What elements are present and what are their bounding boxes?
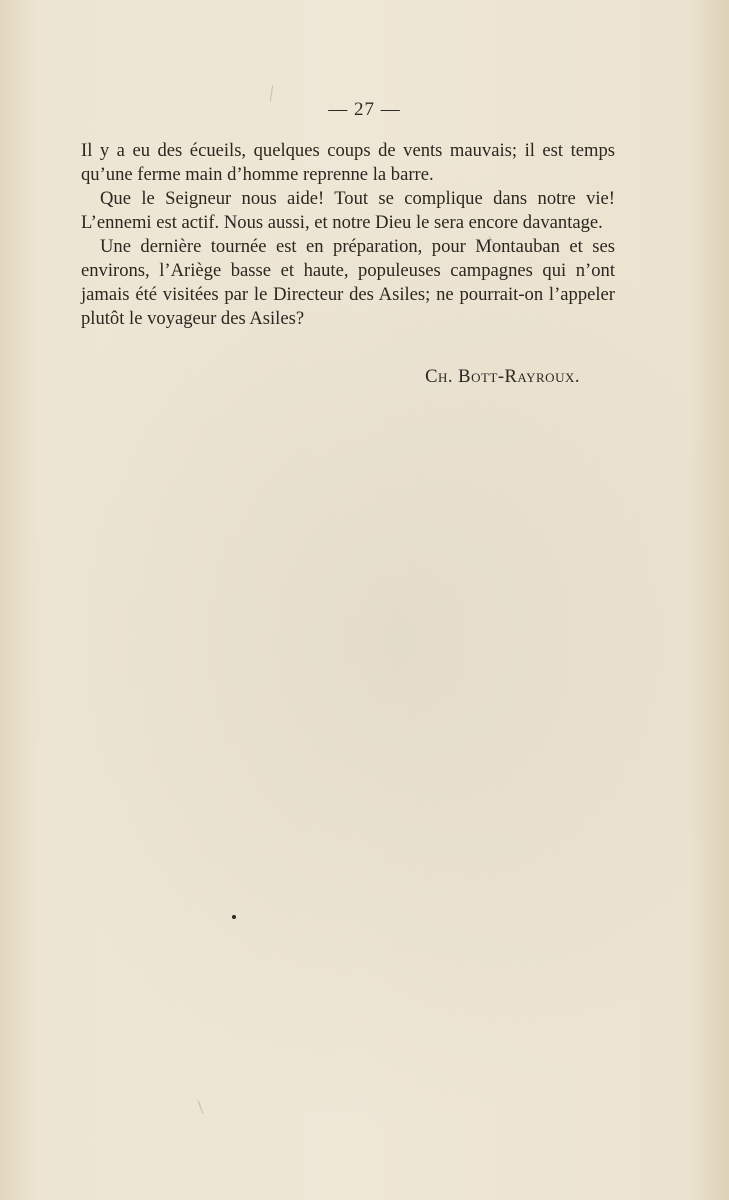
author-signature: Ch. Bott-Rayroux. <box>425 366 580 387</box>
page-number: — 27 — <box>328 99 401 120</box>
ink-speck <box>232 915 236 919</box>
paragraph-2: Que le Seigneur nous aide! Tout se complique dans notre vie! L’ennemi est actif. Nous aussi, et notre Dieu le sera encore davantage. <box>81 188 615 233</box>
body-text <box>81 139 615 331</box>
paragraph-1: Il y a eu des écueils, quelques coups de vents mauvais; il est temps qu’une ferme main d’homme reprenne la barre. <box>81 140 615 185</box>
paragraph-3: Une dernière tournée est en préparation, pour Montauban et ses environs, l’Ariège basse et haute, populeuses campagnes qui n’ont jamais été visitées par le Directeur des Asiles; ne pourrait-on l’appeler plutôt le voyageur des Asiles? <box>81 236 615 329</box>
paper-fiber <box>198 1100 204 1113</box>
